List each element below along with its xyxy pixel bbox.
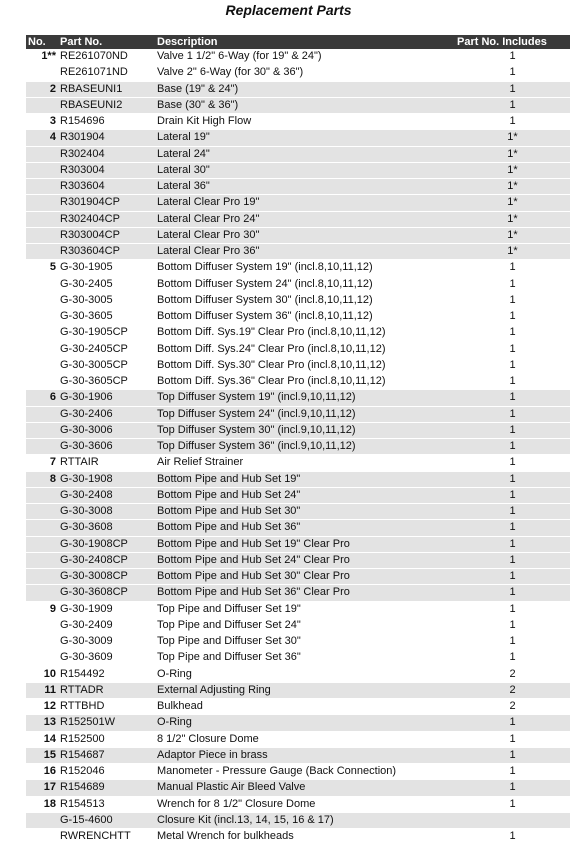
row-number xyxy=(26,650,58,666)
part-description: Bottom Diff. Sys.19" Clear Pro (incl.8,10,11,12) xyxy=(155,325,455,341)
part-quantity: 1 xyxy=(455,569,570,585)
part-quantity: 1 xyxy=(455,309,570,325)
row-number xyxy=(26,829,58,845)
part-number: G-30-2405CP xyxy=(58,341,155,357)
part-quantity: 1 xyxy=(455,374,570,390)
part-number: R301904 xyxy=(58,130,155,146)
row-number xyxy=(26,617,58,633)
header-description: Description xyxy=(155,35,455,49)
part-quantity: 1 xyxy=(455,764,570,780)
row-number xyxy=(26,504,58,520)
table-row xyxy=(26,650,570,666)
part-description: Adaptor Piece in brass xyxy=(155,747,455,763)
part-number: G-30-2409 xyxy=(58,617,155,633)
row-number xyxy=(26,195,58,211)
part-quantity: 2 xyxy=(455,699,570,715)
row-number: 17 xyxy=(26,780,58,796)
part-description: Bottom Diff. Sys.30" Clear Pro (incl.8,10,11,12) xyxy=(155,357,455,373)
part-quantity: 1 xyxy=(455,325,570,341)
table-row xyxy=(26,130,570,146)
part-number: G-30-2408CP xyxy=(58,552,155,568)
part-quantity: 1 xyxy=(455,276,570,292)
part-quantity: 1* xyxy=(455,162,570,178)
table-row xyxy=(26,731,570,747)
table-row xyxy=(26,780,570,796)
page-title: Replacement Parts xyxy=(225,2,352,18)
part-quantity: 1 xyxy=(455,520,570,536)
part-description: O-Ring xyxy=(155,715,455,731)
part-description: Wrench for 8 1/2" Closure Dome xyxy=(155,796,455,812)
part-number: RBASEUNI1 xyxy=(58,81,155,97)
part-number: G-30-1905CP xyxy=(58,325,155,341)
table-row xyxy=(26,179,570,195)
row-number: 16 xyxy=(26,764,58,780)
part-quantity: 1* xyxy=(455,146,570,162)
row-number xyxy=(26,374,58,390)
part-description: Valve 2" 6-Way (for 30" & 36") xyxy=(155,65,455,81)
part-description: Bottom Pipe and Hub Set 30" xyxy=(155,504,455,520)
part-quantity: 1* xyxy=(455,244,570,260)
part-number: G-30-3606 xyxy=(58,439,155,455)
part-quantity: 1 xyxy=(455,292,570,308)
header-includes: Part No. Includes xyxy=(455,35,570,49)
part-quantity: 1 xyxy=(455,390,570,406)
table-row xyxy=(26,309,570,325)
header-part-no: Part No. xyxy=(58,35,155,49)
row-number xyxy=(26,422,58,438)
row-number: 13 xyxy=(26,715,58,731)
part-quantity: 1* xyxy=(455,227,570,243)
part-quantity: 1 xyxy=(455,49,570,65)
part-description: Manometer - Pressure Gauge (Back Connection) xyxy=(155,764,455,780)
part-number: G-30-3605 xyxy=(58,309,155,325)
part-description: Bottom Pipe and Hub Set 19" xyxy=(155,471,455,487)
part-description: Lateral Clear Pro 24" xyxy=(155,211,455,227)
table-row xyxy=(26,585,570,601)
table-row xyxy=(26,471,570,487)
table-row xyxy=(26,227,570,243)
table-row xyxy=(26,276,570,292)
table-row xyxy=(26,211,570,227)
row-number xyxy=(26,341,58,357)
row-number xyxy=(26,146,58,162)
row-number xyxy=(26,309,58,325)
row-number: 3 xyxy=(26,114,58,130)
part-quantity: 1 xyxy=(455,731,570,747)
table-row xyxy=(26,520,570,536)
part-number: RE261071ND xyxy=(58,65,155,81)
row-number xyxy=(26,585,58,601)
table-row xyxy=(26,829,570,845)
part-quantity: 1 xyxy=(455,341,570,357)
part-number: R303604 xyxy=(58,179,155,195)
part-description: Lateral Clear Pro 30" xyxy=(155,227,455,243)
table-row xyxy=(26,244,570,260)
table-row xyxy=(26,487,570,503)
row-number: 11 xyxy=(26,682,58,698)
part-number: G-30-2408 xyxy=(58,487,155,503)
part-description: Bottom Diffuser System 30" (incl.8,10,11,12) xyxy=(155,292,455,308)
table-row xyxy=(26,796,570,812)
header-no: No. xyxy=(26,35,58,49)
row-number xyxy=(26,634,58,650)
part-quantity: 1 xyxy=(455,97,570,113)
part-description: Bottom Pipe and Hub Set 30" Clear Pro xyxy=(155,569,455,585)
part-quantity: 1 xyxy=(455,634,570,650)
part-number: G-30-3009 xyxy=(58,634,155,650)
part-number: G-30-2405 xyxy=(58,276,155,292)
part-description: Lateral Clear Pro 36" xyxy=(155,244,455,260)
part-description: Base (19" & 24") xyxy=(155,81,455,97)
part-description: Bottom Pipe and Hub Set 36" xyxy=(155,520,455,536)
part-quantity: 1 xyxy=(455,504,570,520)
part-description: Bottom Pipe and Hub Set 36" Clear Pro xyxy=(155,585,455,601)
part-description: Lateral 19" xyxy=(155,130,455,146)
part-description: Base (30" & 36") xyxy=(155,97,455,113)
part-number: G-30-3006 xyxy=(58,422,155,438)
row-number: 9 xyxy=(26,601,58,617)
part-description: Lateral Clear Pro 19" xyxy=(155,195,455,211)
part-description: Metal Wrench for bulkheads xyxy=(155,829,455,845)
table-row xyxy=(26,81,570,97)
row-number: 1** xyxy=(26,49,58,65)
part-number: RBASEUNI2 xyxy=(58,97,155,113)
row-number: 8 xyxy=(26,471,58,487)
row-number xyxy=(26,536,58,552)
part-quantity: 1 xyxy=(455,747,570,763)
replacement-parts-table xyxy=(26,35,570,845)
row-number xyxy=(26,552,58,568)
part-quantity: 1 xyxy=(455,585,570,601)
row-number xyxy=(26,487,58,503)
part-number: G-30-1906 xyxy=(58,390,155,406)
part-quantity xyxy=(455,812,570,828)
row-number: 4 xyxy=(26,130,58,146)
part-quantity: 1 xyxy=(455,260,570,276)
part-quantity: 1* xyxy=(455,211,570,227)
row-number xyxy=(26,227,58,243)
row-number xyxy=(26,65,58,81)
part-quantity: 2 xyxy=(455,666,570,682)
table-row xyxy=(26,455,570,471)
table-row xyxy=(26,162,570,178)
table-row xyxy=(26,601,570,617)
part-number: RTTBHD xyxy=(58,699,155,715)
part-description: Bottom Diff. Sys.24" Clear Pro (incl.8,10,11,12) xyxy=(155,341,455,357)
row-number xyxy=(26,276,58,292)
table-row xyxy=(26,552,570,568)
table-body xyxy=(26,49,570,845)
part-number: G-30-2406 xyxy=(58,406,155,422)
part-number: G-30-1905 xyxy=(58,260,155,276)
row-number xyxy=(26,439,58,455)
part-number: G-30-3005CP xyxy=(58,357,155,373)
part-quantity: 1 xyxy=(455,455,570,471)
part-description: Top Diffuser System 24" (incl.9,10,11,12) xyxy=(155,406,455,422)
part-number: G-30-3609 xyxy=(58,650,155,666)
part-quantity: 2 xyxy=(455,682,570,698)
part-number: G-15-4600 xyxy=(58,812,155,828)
part-quantity: 1* xyxy=(455,130,570,146)
part-number: R302404 xyxy=(58,146,155,162)
row-number xyxy=(26,569,58,585)
part-description: Lateral 30" xyxy=(155,162,455,178)
part-description: Top Pipe and Diffuser Set 30" xyxy=(155,634,455,650)
row-number xyxy=(26,179,58,195)
part-number: R152046 xyxy=(58,764,155,780)
table-row xyxy=(26,682,570,698)
table-row xyxy=(26,65,570,81)
part-description: O-Ring xyxy=(155,666,455,682)
table-row xyxy=(26,357,570,373)
part-number: R154689 xyxy=(58,780,155,796)
part-number: R154696 xyxy=(58,114,155,130)
part-quantity: 1 xyxy=(455,422,570,438)
table-row xyxy=(26,569,570,585)
table-header-row xyxy=(26,35,570,49)
part-quantity: 1 xyxy=(455,406,570,422)
part-description: Bottom Diffuser System 19" (incl.8,10,11,12) xyxy=(155,260,455,276)
table-row xyxy=(26,406,570,422)
table-row xyxy=(26,439,570,455)
part-description: Top Diffuser System 19" (incl.9,10,11,12) xyxy=(155,390,455,406)
row-number: 15 xyxy=(26,747,58,763)
part-quantity: 1 xyxy=(455,81,570,97)
part-number: R154687 xyxy=(58,747,155,763)
row-number: 18 xyxy=(26,796,58,812)
part-number: R303004 xyxy=(58,162,155,178)
part-number: R152500 xyxy=(58,731,155,747)
part-description: Valve 1 1/2" 6-Way (for 19" & 24") xyxy=(155,49,455,65)
part-quantity: 1 xyxy=(455,471,570,487)
part-number: R303604CP xyxy=(58,244,155,260)
table-row xyxy=(26,504,570,520)
row-number xyxy=(26,812,58,828)
part-description: Bottom Pipe and Hub Set 24" Clear Pro xyxy=(155,552,455,568)
row-number: 7 xyxy=(26,455,58,471)
table-row xyxy=(26,422,570,438)
part-quantity: 1* xyxy=(455,195,570,211)
row-number xyxy=(26,520,58,536)
table-row xyxy=(26,699,570,715)
part-quantity: 1 xyxy=(455,601,570,617)
part-number: RTTAIR xyxy=(58,455,155,471)
part-number: R302404CP xyxy=(58,211,155,227)
row-number xyxy=(26,357,58,373)
part-quantity: 1 xyxy=(455,65,570,81)
row-number xyxy=(26,97,58,113)
table-row xyxy=(26,292,570,308)
table-row xyxy=(26,812,570,828)
table-row xyxy=(26,114,570,130)
part-number: G-30-3008CP xyxy=(58,569,155,585)
row-number: 6 xyxy=(26,390,58,406)
table-row xyxy=(26,634,570,650)
part-description: Bulkhead xyxy=(155,699,455,715)
row-number xyxy=(26,162,58,178)
row-number xyxy=(26,244,58,260)
part-quantity: 1 xyxy=(455,536,570,552)
table-row xyxy=(26,390,570,406)
row-number xyxy=(26,325,58,341)
part-number: G-30-3608 xyxy=(58,520,155,536)
part-number: G-30-1909 xyxy=(58,601,155,617)
table-row xyxy=(26,715,570,731)
part-number: R303004CP xyxy=(58,227,155,243)
table-row xyxy=(26,325,570,341)
part-description: Bottom Pipe and Hub Set 19" Clear Pro xyxy=(155,536,455,552)
table-row xyxy=(26,49,570,65)
part-description: Closure Kit (incl.13, 14, 15, 16 & 17) xyxy=(155,812,455,828)
row-number: 2 xyxy=(26,81,58,97)
part-quantity: 1 xyxy=(455,715,570,731)
part-number: R154492 xyxy=(58,666,155,682)
part-description: Lateral 36" xyxy=(155,179,455,195)
part-quantity: 1* xyxy=(455,179,570,195)
table-row xyxy=(26,341,570,357)
table-row xyxy=(26,666,570,682)
part-quantity: 1 xyxy=(455,796,570,812)
row-number: 5 xyxy=(26,260,58,276)
part-description: Manual Plastic Air Bleed Valve xyxy=(155,780,455,796)
part-quantity: 1 xyxy=(455,357,570,373)
part-quantity: 1 xyxy=(455,552,570,568)
table-row xyxy=(26,146,570,162)
table-row xyxy=(26,97,570,113)
table-row xyxy=(26,374,570,390)
part-description: Bottom Pipe and Hub Set 24" xyxy=(155,487,455,503)
part-description: Bottom Diffuser System 36" (incl.8,10,11,12) xyxy=(155,309,455,325)
part-quantity: 1 xyxy=(455,114,570,130)
part-quantity: 1 xyxy=(455,487,570,503)
part-description: Lateral 24" xyxy=(155,146,455,162)
table-row xyxy=(26,195,570,211)
part-number: RE261070ND xyxy=(58,49,155,65)
part-number: R154513 xyxy=(58,796,155,812)
part-description: Drain Kit High Flow xyxy=(155,114,455,130)
part-number: R152501W xyxy=(58,715,155,731)
part-quantity: 1 xyxy=(455,780,570,796)
table-row xyxy=(26,747,570,763)
part-quantity: 1 xyxy=(455,650,570,666)
table-row xyxy=(26,617,570,633)
part-description: Top Pipe and Diffuser Set 19" xyxy=(155,601,455,617)
part-number: G-30-1908 xyxy=(58,471,155,487)
part-number: G-30-3005 xyxy=(58,292,155,308)
table-row xyxy=(26,536,570,552)
row-number xyxy=(26,211,58,227)
part-number: RWRENCHTT xyxy=(58,829,155,845)
part-quantity: 1 xyxy=(455,439,570,455)
table-row xyxy=(26,764,570,780)
row-number: 10 xyxy=(26,666,58,682)
row-number xyxy=(26,292,58,308)
part-number: R301904CP xyxy=(58,195,155,211)
part-number: G-30-1908CP xyxy=(58,536,155,552)
row-number: 12 xyxy=(26,699,58,715)
row-number: 14 xyxy=(26,731,58,747)
part-number: G-30-3605CP xyxy=(58,374,155,390)
part-description: Top Pipe and Diffuser Set 36" xyxy=(155,650,455,666)
part-description: Top Pipe and Diffuser Set 24" xyxy=(155,617,455,633)
part-number: G-30-3608CP xyxy=(58,585,155,601)
part-description: External Adjusting Ring xyxy=(155,682,455,698)
table-row xyxy=(26,260,570,276)
row-number xyxy=(26,406,58,422)
part-description: Top Diffuser System 30" (incl.9,10,11,12) xyxy=(155,422,455,438)
part-description: Top Diffuser System 36" (incl.9,10,11,12) xyxy=(155,439,455,455)
part-description: Bottom Diff. Sys.36" Clear Pro (incl.8,10,11,12) xyxy=(155,374,455,390)
part-description: 8 1/2" Closure Dome xyxy=(155,731,455,747)
part-number: RTTADR xyxy=(58,682,155,698)
part-quantity: 1 xyxy=(455,829,570,845)
part-description: Air Relief Strainer xyxy=(155,455,455,471)
part-number: G-30-3008 xyxy=(58,504,155,520)
part-quantity: 1 xyxy=(455,617,570,633)
part-description: Bottom Diffuser System 24" (incl.8,10,11,12) xyxy=(155,276,455,292)
